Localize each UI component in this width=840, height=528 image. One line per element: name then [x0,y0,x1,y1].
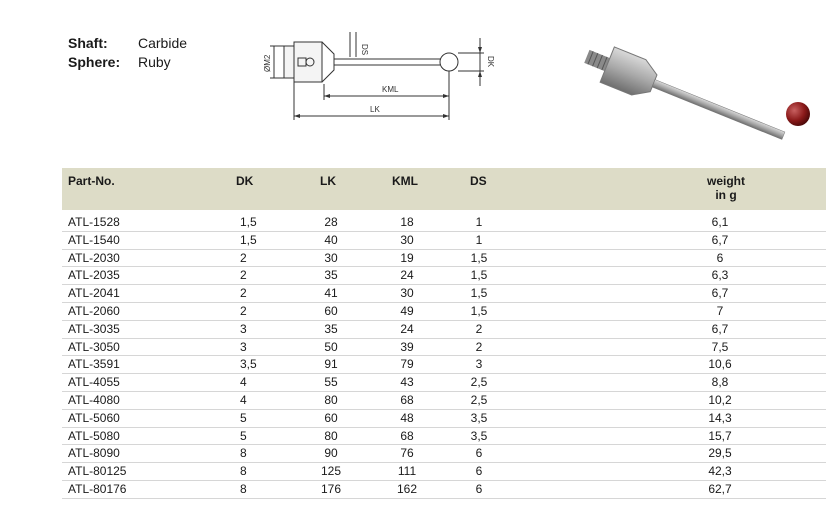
cell-ds: 1,5 [470,268,488,283]
cell-weight: 6,7 [711,321,729,336]
cell-dk: 1,5 [240,232,257,247]
cell-ds: 2 [475,321,483,336]
stylus-technical-drawing [262,26,498,126]
header-part-no: Part-No. [68,174,115,188]
header-weight-line1: weight [707,174,745,188]
cell-ds: 6 [475,464,483,479]
cell-ds: 1 [475,215,483,229]
dim-kml-label: KML [382,85,399,94]
cell-part: ATL-80176 [68,481,127,496]
header-lk: LK [320,174,336,188]
cell-dk: 5 [240,428,247,443]
cell-kml: 24 [400,268,414,283]
cell-part: ATL-1540 [68,232,120,247]
cell-part: ATL-2035 [68,268,120,283]
cell-lk: 35 [324,321,338,336]
cell-part: ATL-2060 [68,303,120,318]
dim-ds-label: DS [360,44,369,56]
cell-lk: 28 [324,215,338,229]
dim-dk-label: DK [486,56,495,68]
table-row [62,250,826,268]
table-row [62,285,826,303]
cell-ds: 1 [475,232,483,247]
cell-kml: 68 [400,428,414,443]
cell-weight: 7 [716,303,724,318]
cell-kml: 19 [400,250,414,265]
cell-part: ATL-4080 [68,392,120,407]
cell-dk: 3,5 [240,357,257,372]
cell-dk: 3 [240,339,247,354]
cell-lk: 60 [324,410,338,425]
cell-part: ATL-2030 [68,250,120,265]
table-row [62,356,826,374]
cell-ds: 3,5 [470,428,488,443]
cell-weight: 6,3 [711,268,729,283]
dim-m2-label: ØM2 [263,54,272,72]
table-row [62,232,826,250]
cell-kml: 39 [400,339,414,354]
table-row [62,267,826,285]
cell-kml: 30 [400,232,414,247]
cell-weight: 6,7 [711,286,729,301]
cell-lk: 176 [320,481,342,496]
cell-lk: 35 [324,268,338,283]
cell-dk: 4 [240,375,247,390]
cell-ds: 2,5 [470,375,488,390]
cell-part: ATL-1528 [68,215,120,229]
cell-part: ATL-8090 [68,446,120,461]
cell-dk: 2 [240,250,247,265]
cell-dk: 8 [240,464,247,479]
cell-part: ATL-4055 [68,375,120,390]
table-row [62,410,826,428]
cell-kml: 48 [400,410,414,425]
cell-lk: 60 [324,303,338,318]
shaft-label: Shaft: [68,35,108,51]
cell-ds: 6 [475,481,483,496]
cell-lk: 40 [324,232,338,247]
table-row [62,445,826,463]
cell-dk: 8 [240,446,247,461]
cell-weight: 8,8 [711,375,729,390]
cell-lk: 50 [324,339,338,354]
table-body [62,214,826,499]
cell-weight: 10,2 [708,392,732,407]
header-kml: KML [392,174,418,188]
cell-ds: 2,5 [470,392,488,407]
sphere-value: Ruby [138,54,171,70]
cell-part: ATL-80125 [68,464,127,479]
table-header [62,168,826,210]
cell-kml: 49 [400,303,414,318]
cell-weight: 29,5 [708,446,732,461]
cell-ds: 1,5 [470,286,488,301]
cell-weight: 62,7 [708,481,732,496]
table-row [62,463,826,481]
cell-ds: 2 [475,339,483,354]
cell-ds: 1,5 [470,250,488,265]
table-row [62,214,826,232]
header-weight-line2: in g [715,188,737,202]
cell-weight: 7,5 [711,339,729,354]
table-row [62,303,826,321]
cell-ds: 6 [475,446,483,461]
table-row [62,392,826,410]
cell-part: ATL-3035 [68,321,120,336]
cell-dk: 2 [240,303,247,318]
cell-part: ATL-3050 [68,339,120,354]
cell-kml: 111 [397,464,417,479]
cell-kml: 68 [400,392,414,407]
stylus-photo [578,40,828,140]
cell-lk: 90 [324,446,338,461]
table-row [62,321,826,339]
cell-weight: 6 [716,250,724,265]
sphere-label: Sphere: [68,54,121,70]
cell-kml: 24 [400,321,414,336]
cell-weight: 14,3 [708,410,732,425]
cell-dk: 1,5 [240,215,257,229]
cell-lk: 30 [324,250,338,265]
table-row [62,481,826,499]
cell-kml: 76 [400,446,414,461]
cell-part: ATL-2041 [68,286,120,301]
cell-dk: 8 [240,481,247,496]
cell-dk: 2 [240,268,247,283]
dim-lk-label: LK [370,105,380,114]
table-row [62,339,826,357]
cell-kml: 18 [400,215,414,229]
cell-lk: 80 [324,392,338,407]
cell-lk: 41 [324,286,338,301]
table-row [62,428,826,446]
cell-dk: 4 [240,392,247,407]
cell-kml: 162 [396,481,418,496]
cell-lk: 91 [324,357,338,372]
header-weight [696,174,756,202]
cell-part: ATL-5060 [68,410,120,425]
cell-kml: 30 [400,286,414,301]
cell-dk: 3 [240,321,247,336]
cell-kml: 43 [400,375,414,390]
cell-weight: 6,7 [711,232,729,247]
header-ds: DS [470,174,487,188]
cell-ds: 3 [475,357,483,372]
cell-weight: 42,3 [708,464,732,479]
cell-lk: 80 [324,428,338,443]
shaft-value: Carbide [138,35,188,51]
cell-ds: 3,5 [470,410,488,425]
cell-part: ATL-5080 [68,428,120,443]
table-row [62,374,826,392]
cell-kml: 79 [400,357,414,372]
cell-dk: 5 [240,410,247,425]
cell-weight: 15,7 [708,428,732,443]
cell-lk: 125 [320,464,342,479]
cell-part: ATL-3591 [68,357,120,372]
cell-dk: 2 [240,286,247,301]
cell-ds: 1,5 [470,303,488,318]
cell-lk: 55 [324,375,338,390]
cell-weight: 10,6 [708,357,732,372]
header-dk: DK [236,174,254,188]
cell-weight: 6,1 [711,215,729,229]
ruby-sphere-icon [786,102,810,126]
